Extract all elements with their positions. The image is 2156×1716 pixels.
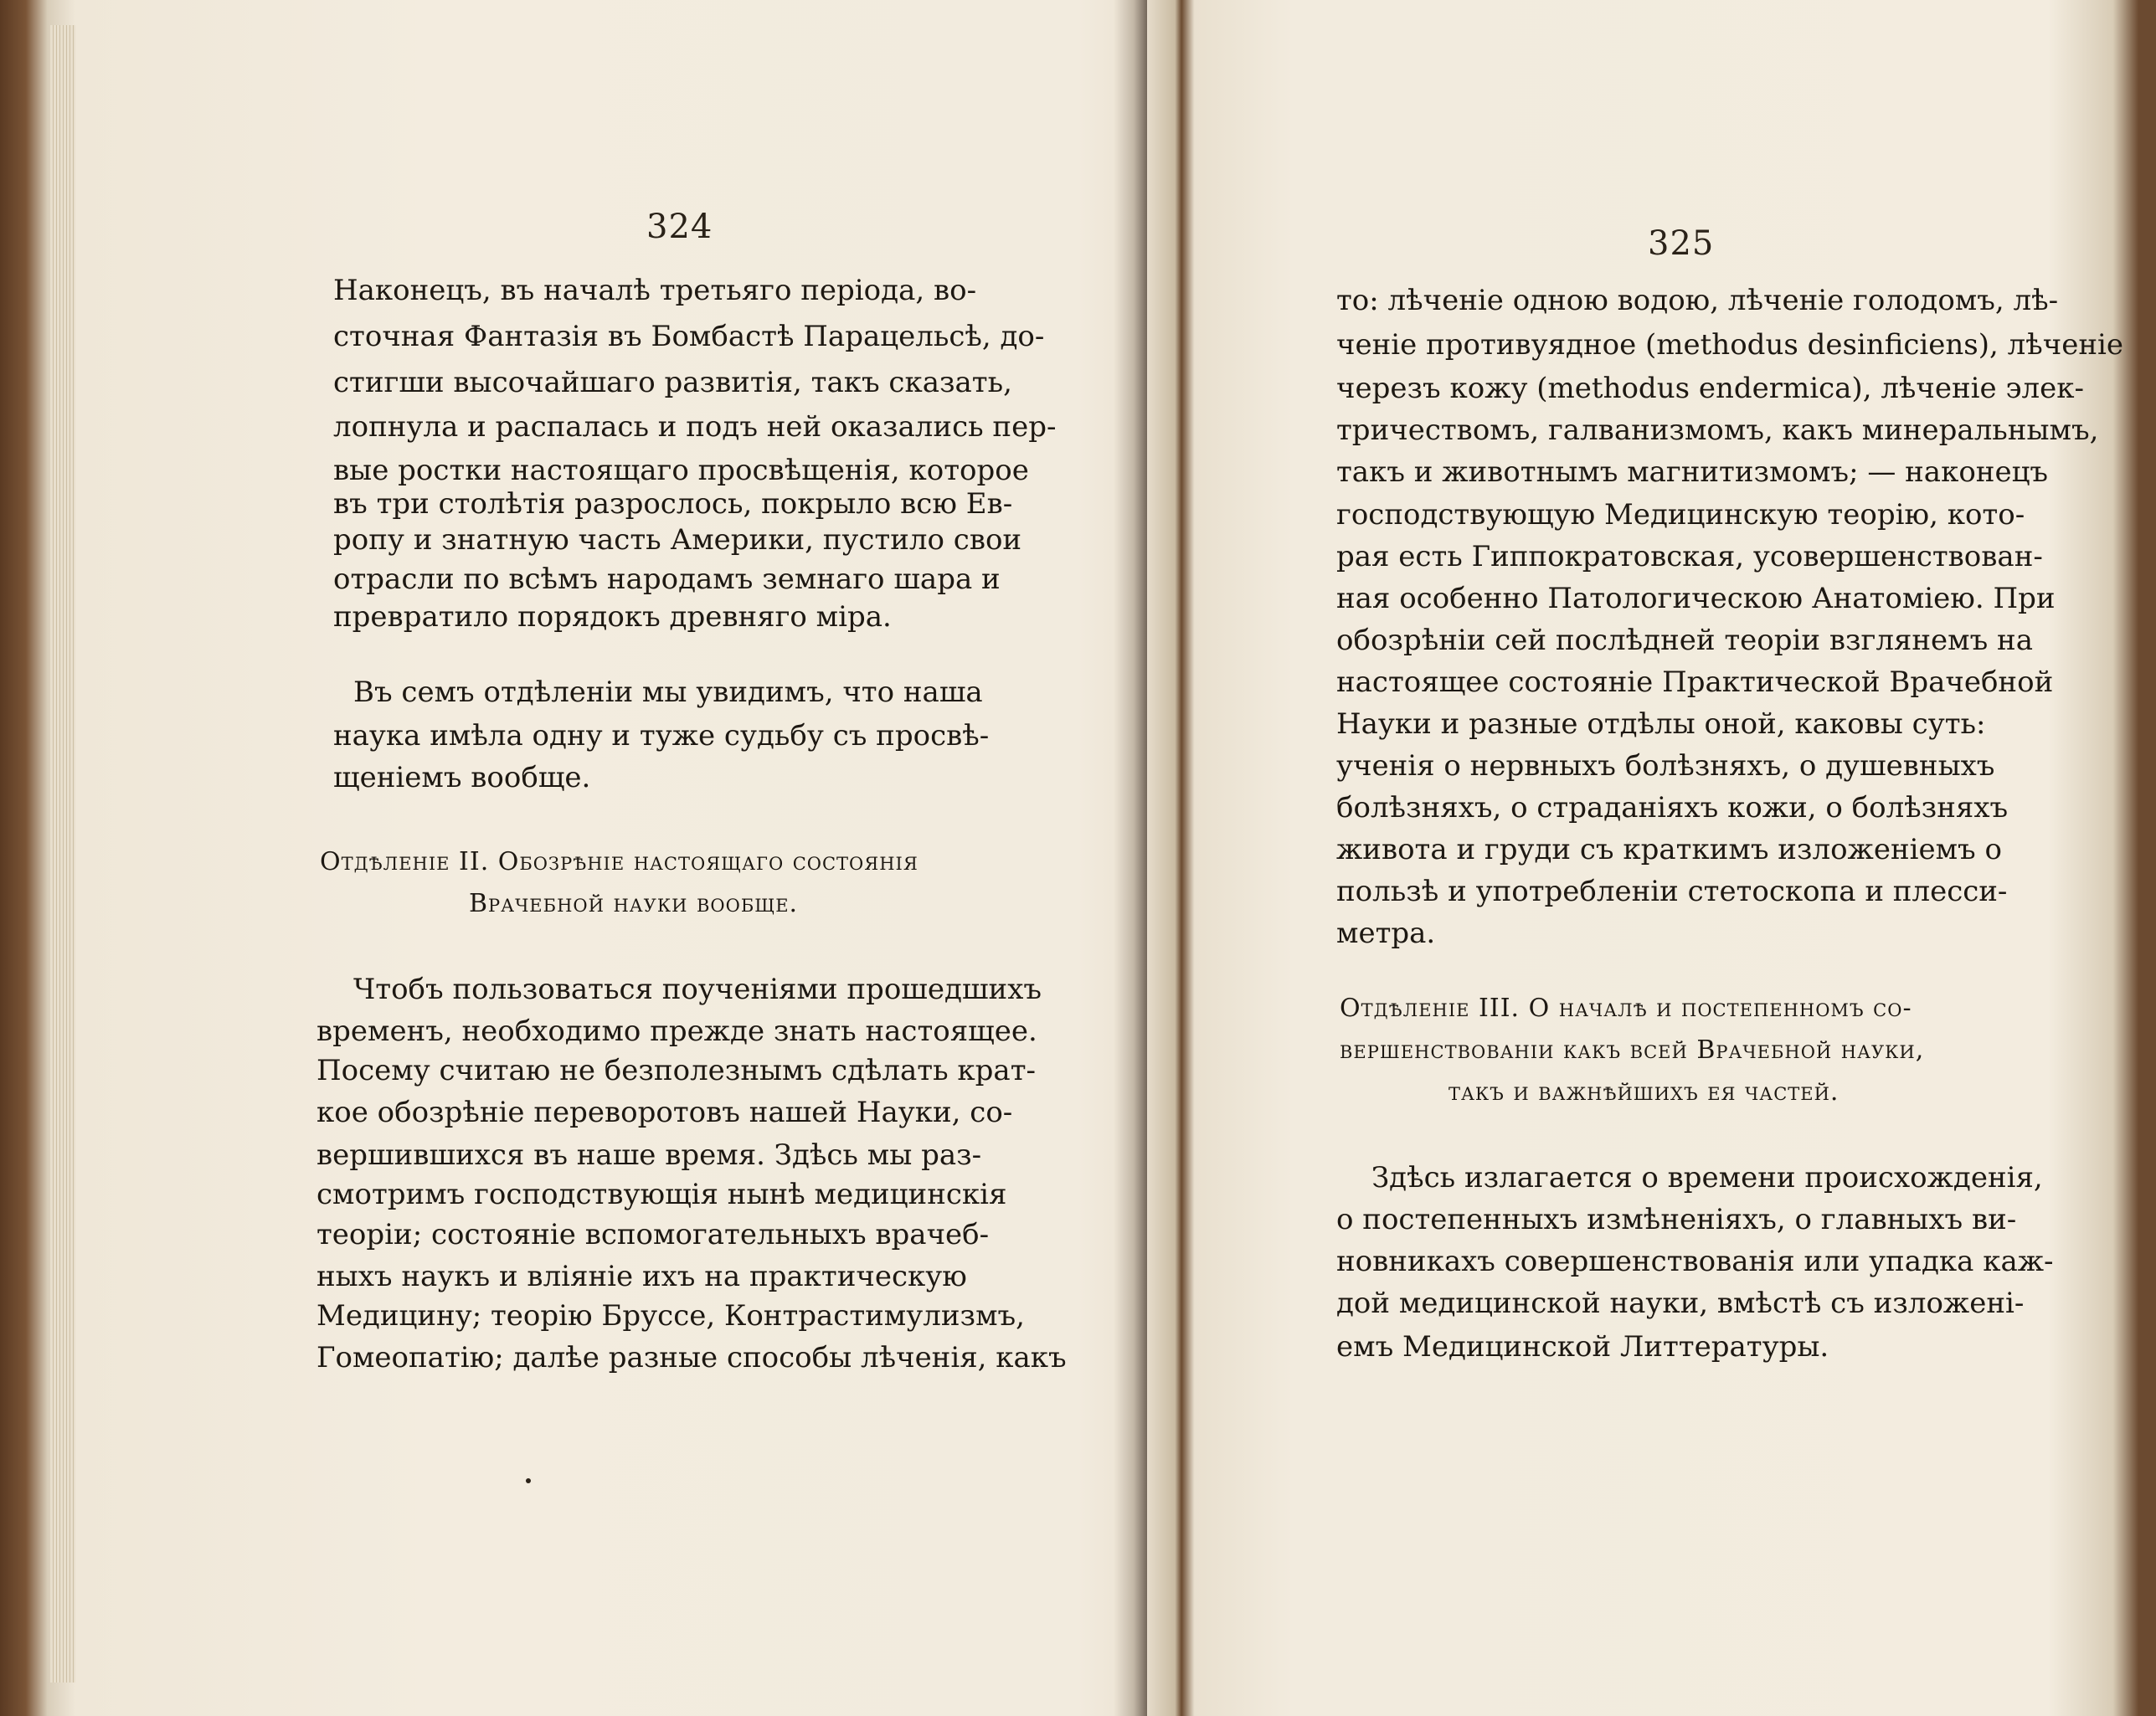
text-line: живота и груди съ краткимъ изложеніемъ о <box>1336 833 2002 866</box>
text-line: настоящее состояніе Практической Врачебной <box>1336 665 2054 699</box>
text-line: черезъ кожу (methodus endermica), лѣченіе элек- <box>1336 372 2084 405</box>
text-line: ная особенно Патологическою Анатоміею. При <box>1336 582 2056 615</box>
text-line: рая есть Гиппократовская, усовершенствован- <box>1336 540 2043 573</box>
text-line: Медицину; теорію Бруссе, Контрастимулизмъ, <box>316 1299 1025 1333</box>
text-line: вершившихся въ наше время. Здѣсь мы раз- <box>316 1138 982 1172</box>
right-page-number: 325 <box>1648 224 1715 263</box>
text-line: Науки и разные отдѣлы оной, каковы суть: <box>1336 707 1986 741</box>
text-line: Въ семъ отдѣленіи мы увидимъ, что наша <box>353 676 983 709</box>
text-line: временъ, необходимо прежде знать настоящее. <box>316 1015 1037 1048</box>
text-line: обозрѣніи сей послѣдней теоріи взглянемъ на <box>1336 624 2033 657</box>
text-line: наука имѣла одну и туже судьбу съ просвѣ- <box>333 719 990 753</box>
section-heading: вершенствованіи какъ всей Врачебной науки, <box>1340 1035 1925 1065</box>
text-line: дой медицинской науки, вмѣстѣ съ изложені- <box>1336 1287 2025 1320</box>
text-line: емъ Медицинской Литтературы. <box>1336 1330 1829 1364</box>
right-page <box>1189 0 2127 1716</box>
text-line: о постепенныхъ измѣненіяхъ, о главныхъ ви- <box>1336 1203 2017 1236</box>
text-line: отрасли по всѣмъ народамъ земнаго шара и <box>333 563 1001 596</box>
text-line: ропу и знатную часть Америки, пустило свои <box>333 523 1022 557</box>
ink-speck <box>526 1478 531 1483</box>
section-heading: Отдѣленіе II. Обозрѣніе настоящаго состоянія <box>320 847 918 876</box>
text-line: вые ростки настоящаго просвѣщенія, которое <box>333 454 1029 487</box>
text-line: превратило порядокъ древняго міра. <box>333 600 892 634</box>
text-line: Здѣсь излагается о времени происхожденія, <box>1371 1161 2043 1195</box>
text-line: щеніемъ вообще. <box>333 761 591 794</box>
page-edges <box>50 25 75 1683</box>
text-line: Гомеопатію; далѣе разные способы лѣченія, какъ <box>316 1341 1067 1374</box>
gutter-shadow <box>1114 0 1147 1716</box>
text-line: Чтобъ пользоваться поученіями прошедшихъ <box>353 973 1042 1006</box>
section-heading: такъ и важнѣйшихъ ея частей. <box>1448 1077 1840 1107</box>
left-page-number: 324 <box>646 208 713 246</box>
text-line: Наконецъ, въ началѣ третьяго періода, во- <box>333 274 977 307</box>
section-heading: Отдѣленіе III. О началѣ и постепенномъ со- <box>1340 994 1912 1023</box>
text-line: ныхъ наукъ и вліяніе ихъ на практическую <box>316 1260 967 1293</box>
text-line: такъ и животнымъ магнитизмомъ; — наконецъ <box>1336 455 2049 489</box>
text-line: смотримъ господствующія нынѣ медицинскія <box>316 1178 1007 1211</box>
text-line: лопнула и распалась и подъ ней оказались пер- <box>333 410 1057 444</box>
text-line: болѣзняхъ, о страданіяхъ кожи, о болѣзняхъ <box>1336 791 2009 825</box>
left-page <box>50 0 1139 1716</box>
text-line: въ три столѣтія разрослось, покрыло всю Ев- <box>333 487 1013 521</box>
text-line: ченіе противуядное (methodus desinficiens), лѣченіе <box>1336 328 2123 362</box>
text-line: ученія о нервныхъ болѣзняхъ, о душевныхъ <box>1336 749 1995 783</box>
section-heading: Врачебной науки вообще. <box>469 889 799 918</box>
text-line: новникахъ совершенствованія или упадка каж- <box>1336 1245 2054 1278</box>
text-line: пользѣ и употребленіи стетоскопа и плесси- <box>1336 875 2008 908</box>
text-line: кое обозрѣніе переворотовъ нашей Науки, со- <box>316 1096 1013 1129</box>
text-line: метра. <box>1336 917 1436 950</box>
text-line: то: лѣченіе одною водою, лѣченіе голодомъ, лѣ- <box>1336 284 2059 317</box>
text-line: тричествомъ, галванизмомъ, какъ минеральнымъ, <box>1336 414 2099 447</box>
text-line: стигши высочайшаго развитія, такъ сказать, <box>333 366 1012 399</box>
text-line: господствующую Медицинскую теорію, кото- <box>1336 498 2025 532</box>
text-line: сточная Фантазія въ Бомбастѣ Парацельсѣ, до- <box>333 320 1045 353</box>
text-line: теоріи; состояніе вспомогательныхъ врачеб- <box>316 1218 990 1251</box>
text-line: Посему считаю не безполезнымъ сдѣлать крат- <box>316 1054 1036 1087</box>
